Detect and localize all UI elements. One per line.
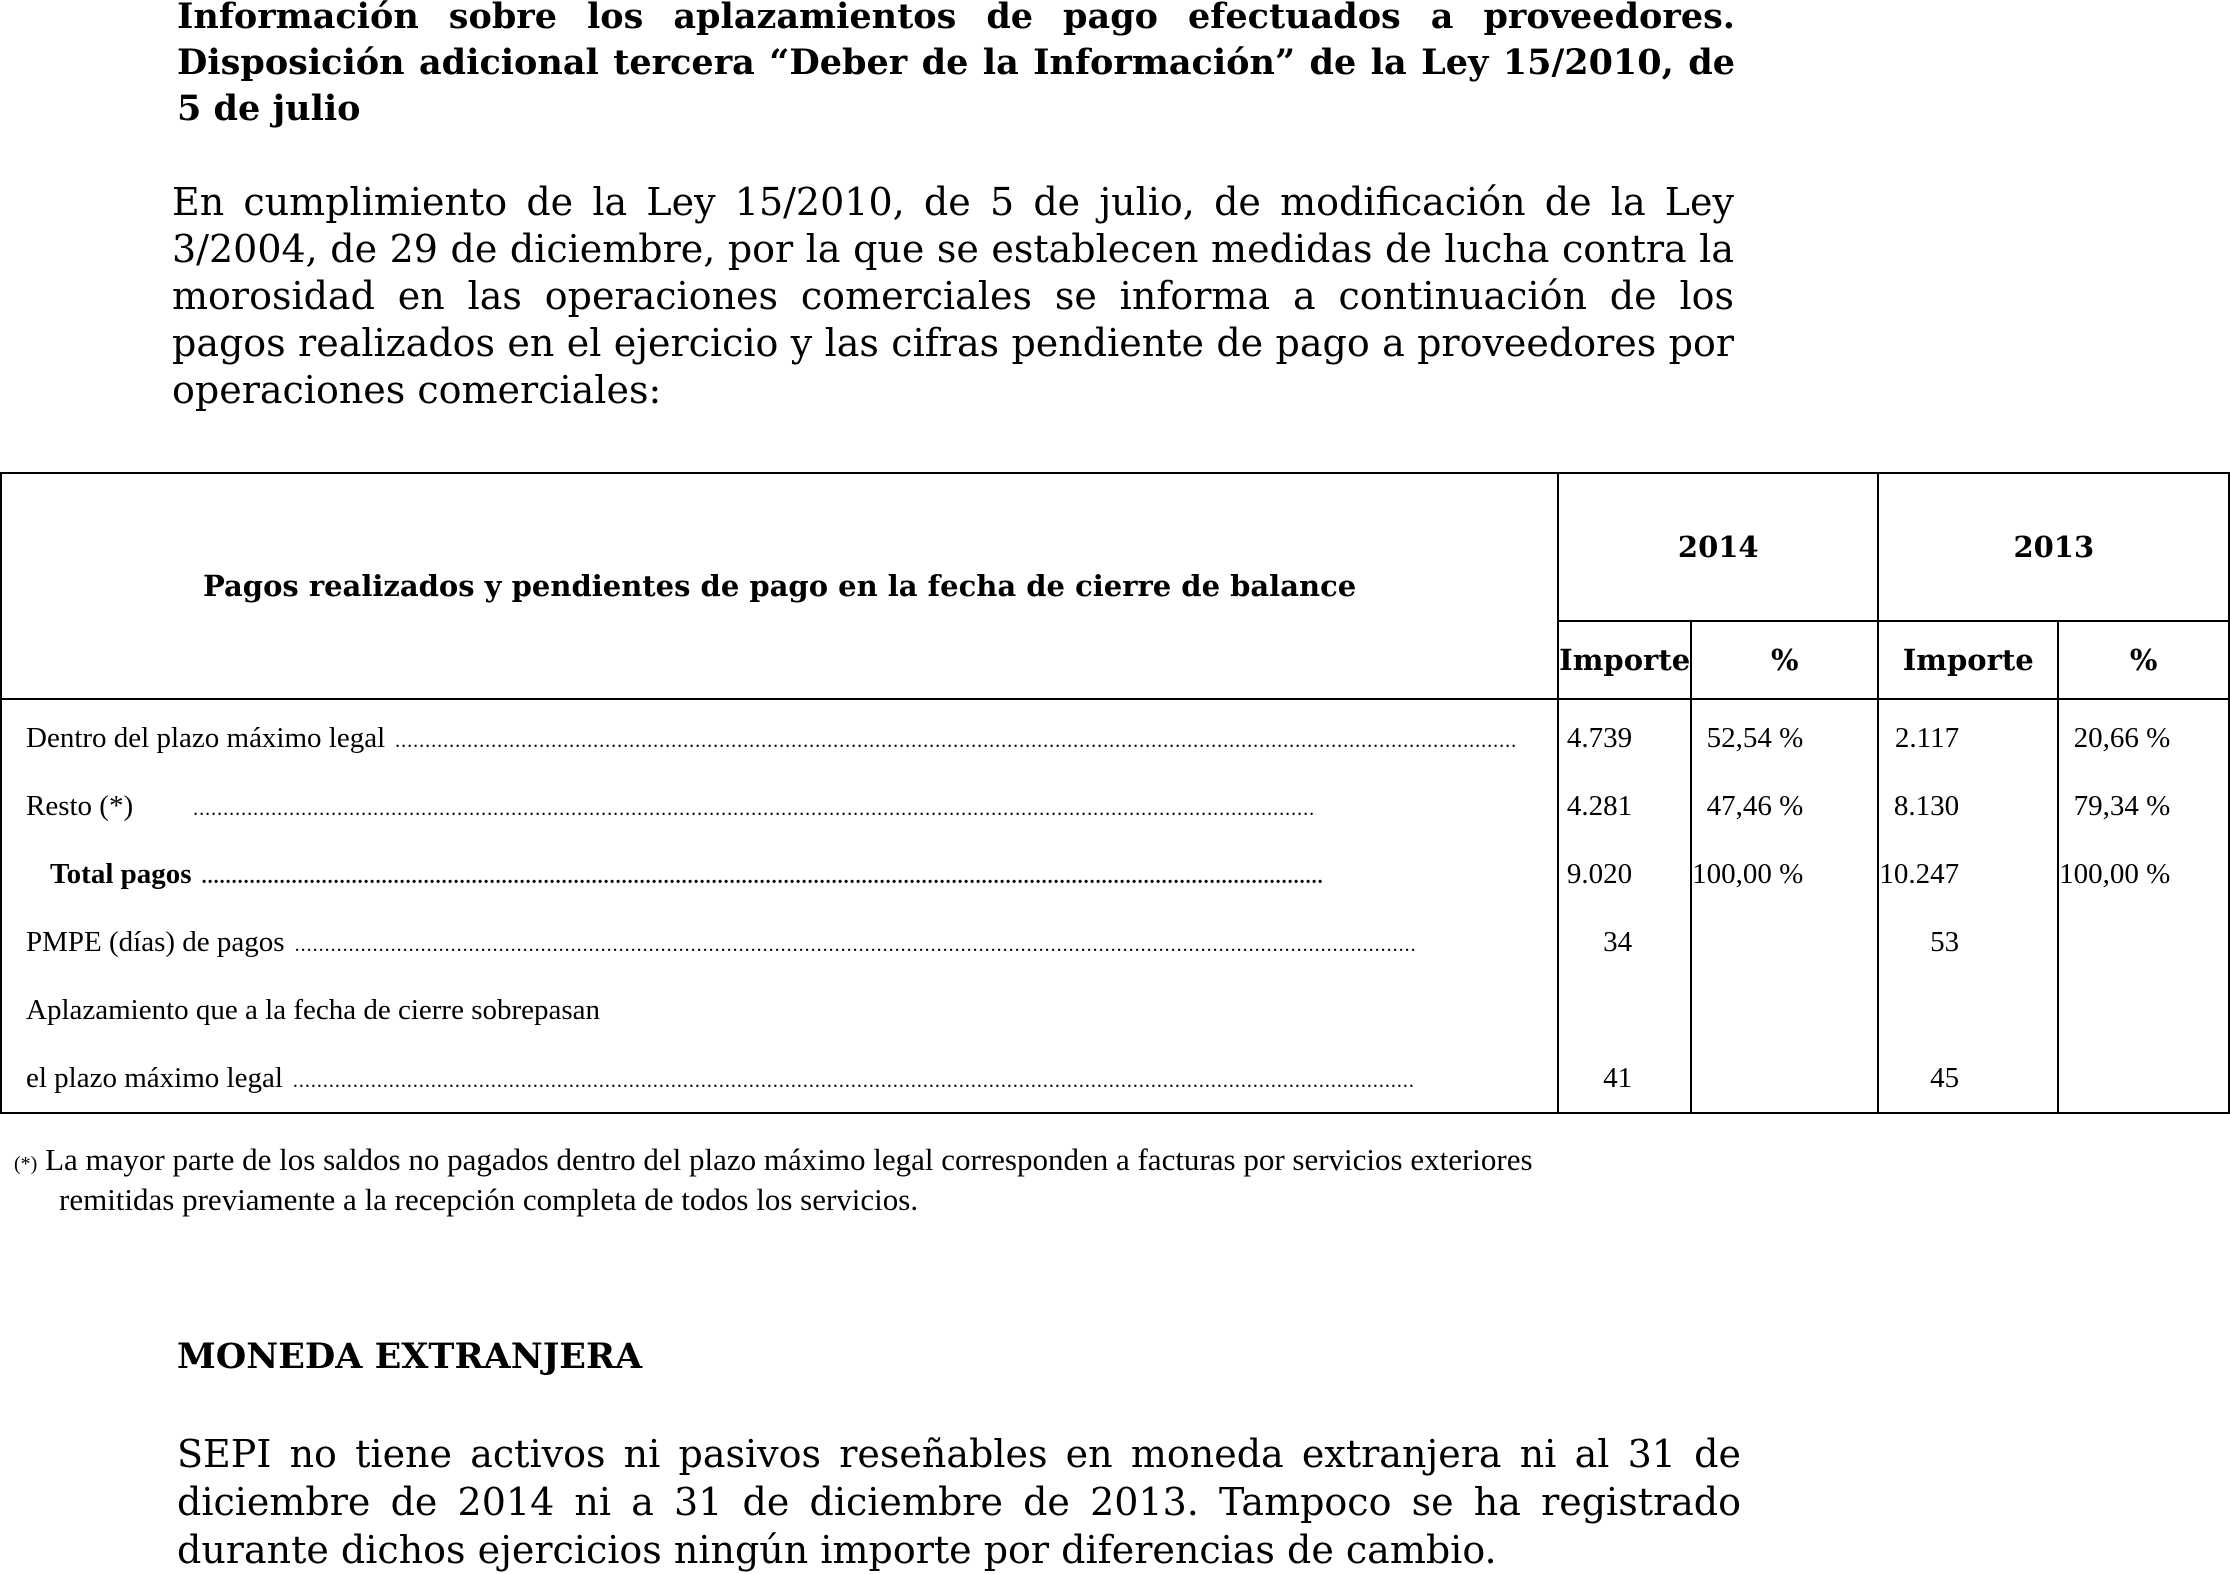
table-cell: 4.281 (1566, 789, 1633, 822)
importe-2014-header: Importe (1558, 621, 1691, 699)
year-2014-header: 2014 (1558, 473, 1878, 621)
table-cell (1692, 1044, 1877, 1112)
table-cell (2059, 1044, 2228, 1112)
table-cell: 100,00 % (1692, 857, 1804, 890)
table-header-label: Pagos realizados y pendientes de pago en la fecha de cierre de balance (1, 473, 1558, 699)
pct-2014-header: % (1691, 621, 1878, 699)
importe-2013-header: Importe (1878, 621, 2058, 699)
section-body: SEPI no tiene activos ni pasivos reseñables en moneda extranjera ni al 31 de diciembre de 2014 ni a 31 de diciembre de 2013. Tampoco se ha registrado durante dichos ejercicios ningún importe por diferencias de cambio. (177, 1432, 1741, 1572)
table-cell (1692, 976, 1877, 1044)
row-labels (1, 699, 1558, 1113)
importe-2013-column (1878, 699, 2058, 1113)
importe-2014-column (1558, 699, 1691, 1113)
pct-2014-column (1691, 699, 1878, 1113)
footnote-line-1: (*) La mayor parte de los saldos no pagados dentro del plazo máximo legal corresponden a facturas por servicios exteriores (14, 1142, 1533, 1177)
table-row-label-total: Total pagos ..... (2, 840, 1557, 908)
table-cell: 10.247 (1879, 857, 1960, 890)
table-row-label: Dentro del plazo máximo legal ..... (2, 704, 1557, 772)
table-row-label: PMPE (días) de pagos ..... (2, 908, 1557, 976)
table-cell: 4.739 (1566, 721, 1633, 754)
table-cell: 2.117 (1894, 721, 1960, 754)
intro-paragraph: En cumplimiento de la Ley 15/2010, de 5 de julio, de modificación de la Ley 3/2004, de 29 de diciembre, por la que se establecen medidas de lucha contra la morosidad en las operaciones comerciales se informa a continuación de los pagos realizados en el ejercicio y las cifras pendiente de pago a proveedores por operaciones comerciales: (172, 180, 1734, 412)
year-2013-header: 2013 (1878, 473, 2229, 621)
table-cell: 8.130 (1893, 789, 1960, 822)
footnote-marker: (*) (14, 1153, 38, 1175)
table-cell (1559, 976, 1690, 1044)
table-cell: 79,34 % (2073, 789, 2171, 822)
pct-2013-column (2058, 699, 2229, 1113)
table-cell: 45 (1930, 1061, 1960, 1094)
table-cell (2059, 976, 2228, 1044)
table-cell: 41 (1603, 1061, 1633, 1094)
table-row-label: el plazo máximo legal ..... (2, 1044, 1557, 1112)
table-row-label: Aplazamiento que a la fecha de cierre sobrepasan (26, 993, 601, 1026)
table-cell: 52,54 % (1706, 721, 1804, 754)
table-cell: 20,66 % (2073, 721, 2171, 754)
table-cell: 9.020 (1566, 857, 1633, 890)
page-heading: Información sobre los aplazamientos de pago efectuados a proveedores. Disposición adicional tercera “Deber de la Información” de la Ley 15/2010, de 5 de julio (177, 0, 1735, 129)
table-cell: 47,46 % (1706, 789, 1804, 822)
footnote (14, 1140, 1980, 1220)
table-cell: 34 (1603, 925, 1633, 958)
footnote-line-2: remitidas previamente a la recepción completa de todos los servicios. (59, 1182, 919, 1217)
table-cell: 53 (1930, 925, 1960, 958)
section-title: MONEDA EXTRANJERA (177, 1336, 643, 1377)
pct-2013-header: % (2058, 621, 2229, 699)
table-cell (1692, 908, 1877, 976)
table-cell (2059, 908, 2228, 976)
table-row-label: Resto (*) ..... (2, 772, 1557, 840)
table-cell (1879, 976, 2057, 1044)
payments-table (0, 472, 2230, 1114)
table-cell: 100,00 % (2059, 857, 2171, 890)
